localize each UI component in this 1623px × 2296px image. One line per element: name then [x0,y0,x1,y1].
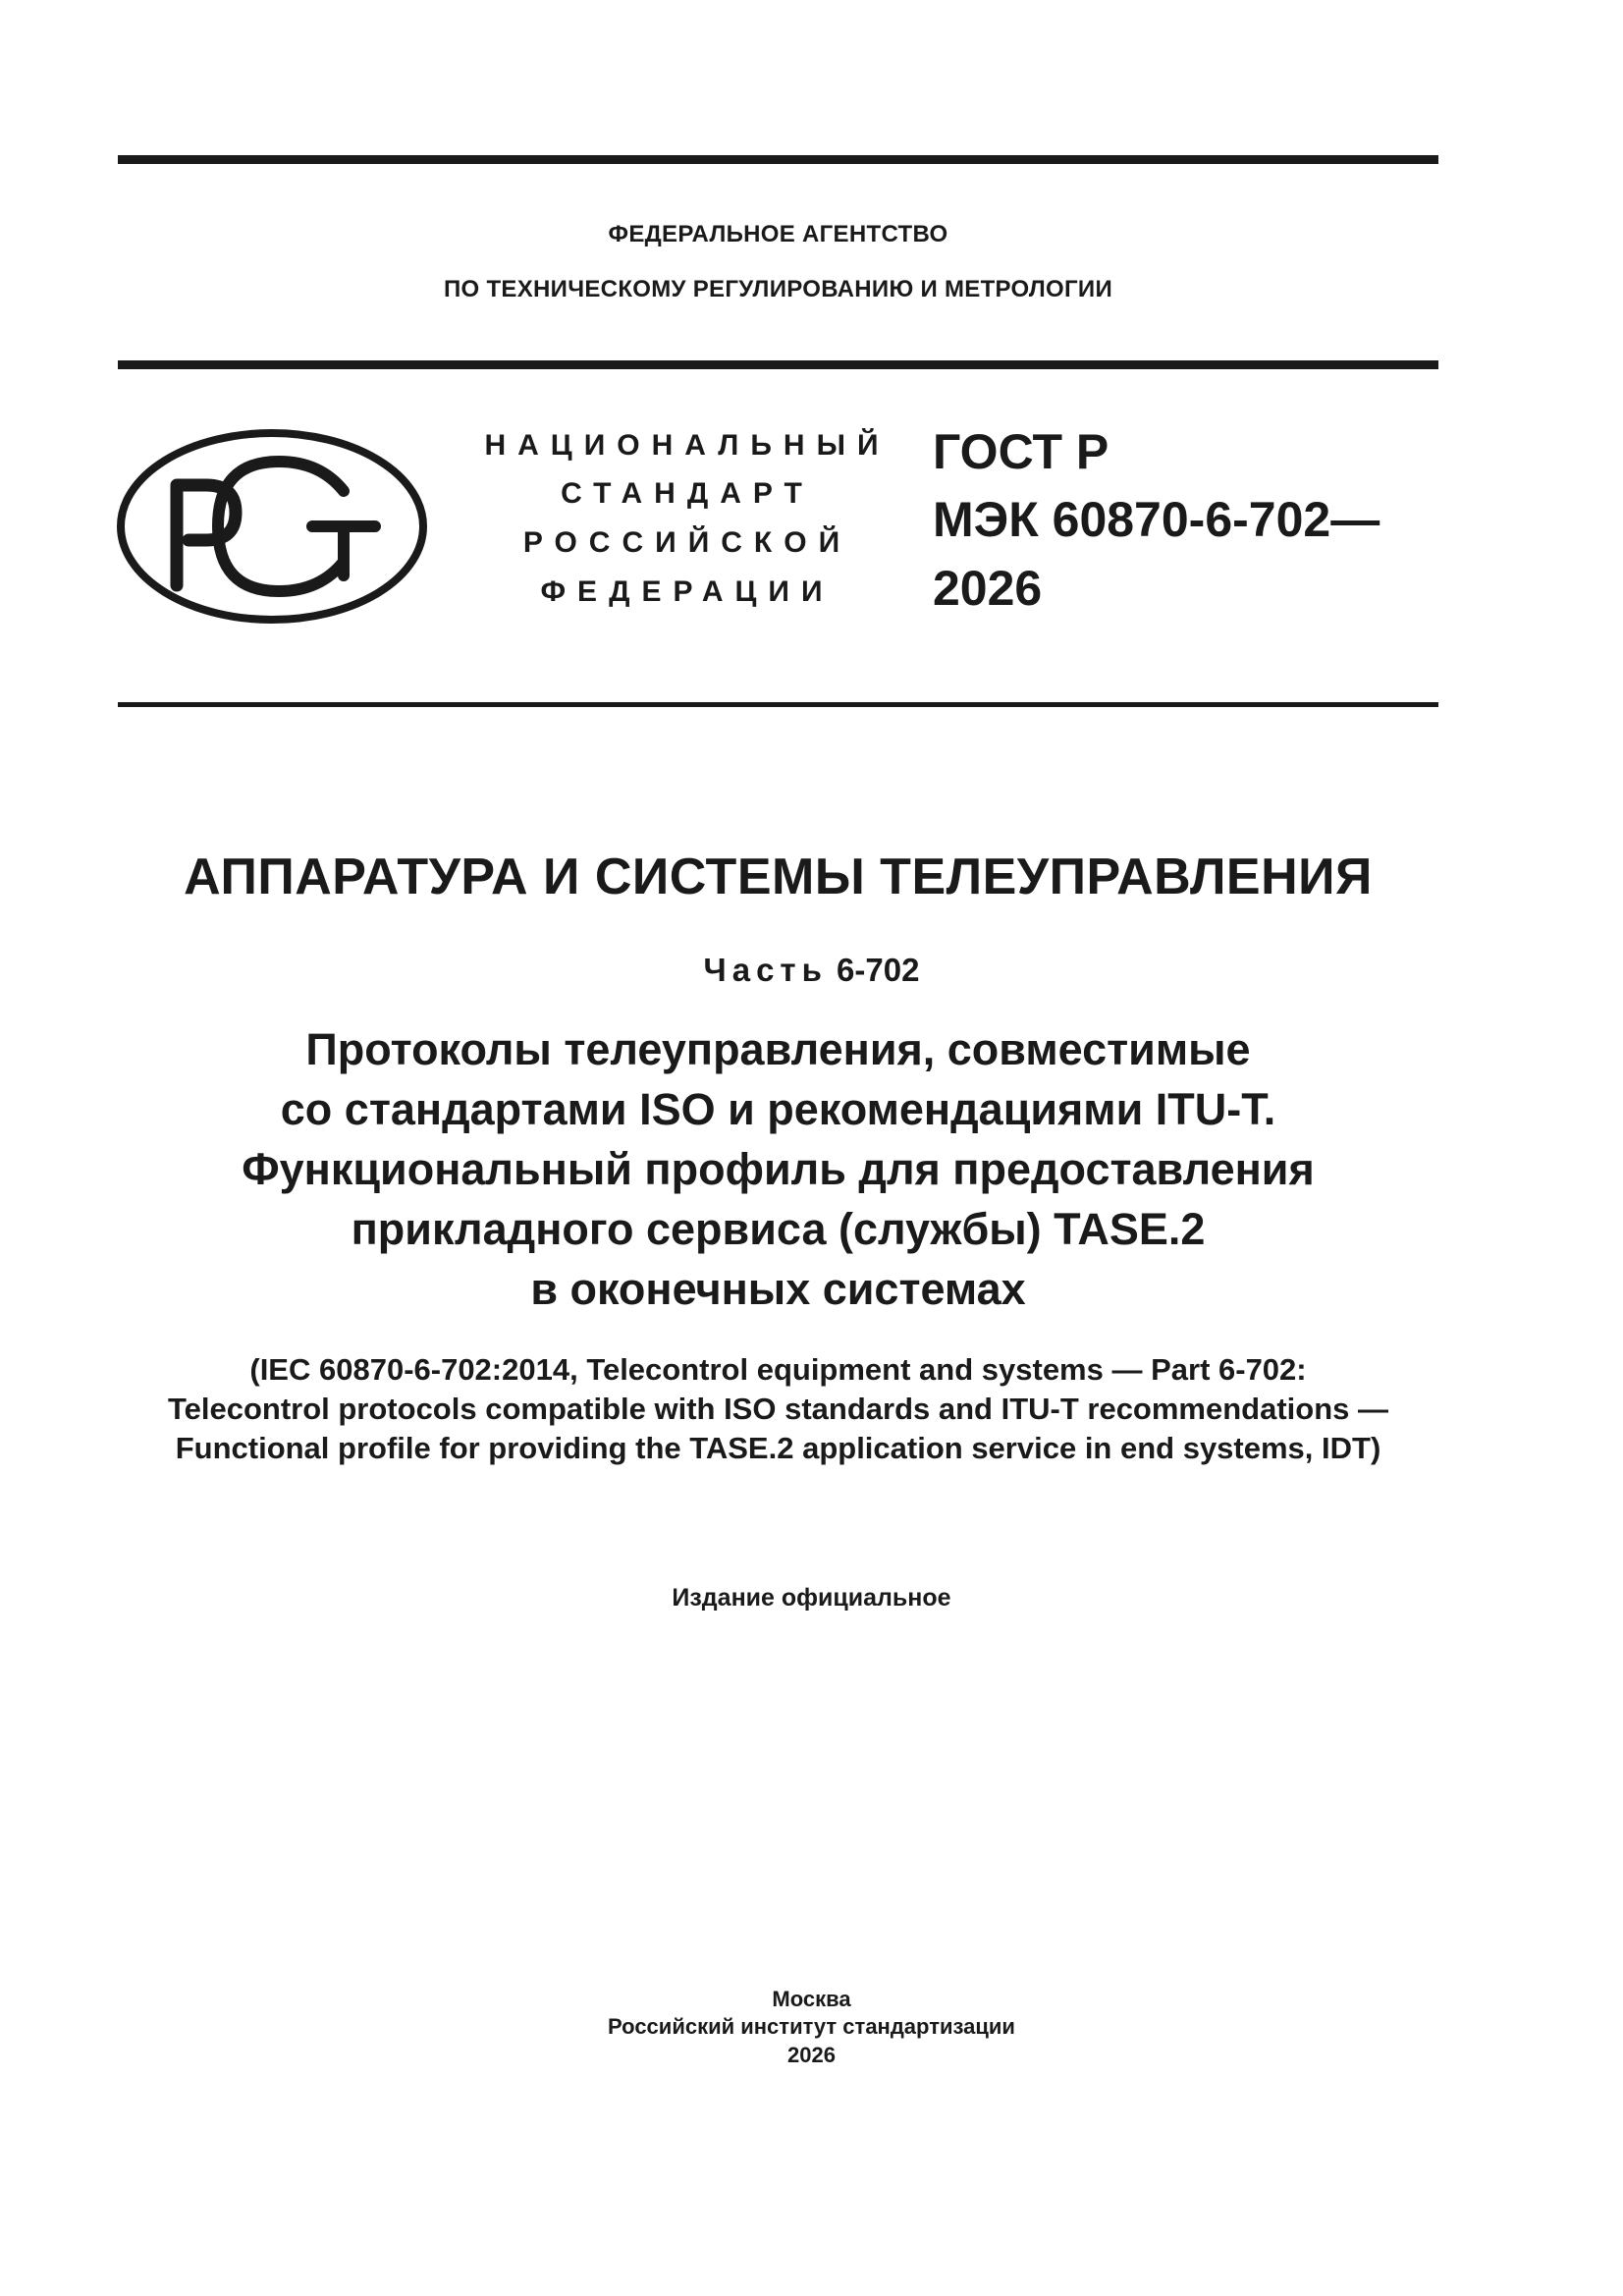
standard-designation-line1: ГОСТ Р [933,424,1109,479]
document-title: АППАРАТУРА И СИСТЕМЫ ТЕЛЕУПРАВЛЕНИЯ [184,848,1373,905]
international-reference-line2: Telecontrol protocols compatible with ISO standards and ITU-T recommendations — [167,1392,1389,1426]
subtitle-line2: со стандартами ISO и рекомендациями ITU-T. [280,1084,1276,1134]
subtitle-line5: в оконечных системах [530,1264,1026,1314]
national-standard-line4: ФЕДЕРАЦИИ [540,575,835,608]
subtitle-line3: Функциональный профиль для предоставления [242,1144,1315,1194]
rst-logo-icon [116,428,428,625]
top-divider [118,155,1438,164]
international-reference-line1: (IEC 60870-6-702:2014, Telecontrol equipment and systems — Part 6-702: [249,1352,1307,1387]
imprint-publisher: Российский институт стандартизации [608,2014,1015,2039]
agency-name-line1: ФЕДЕРАЛЬНОЕ АГЕНТСТВО [608,221,948,247]
edition-label: Издание официальное [672,1584,951,1612]
national-standard-line3: РОССИЙСКОЙ [522,526,852,559]
imprint-year: 2026 [787,2043,836,2067]
title-divider [118,702,1438,707]
subtitle-line4: прикладного сервиса (службы) TASE.2 [351,1204,1206,1254]
subtitle-line1: Протоколы телеуправления, совместимые [305,1024,1251,1074]
international-reference-line3: Functional profile for providing the TASE.2 application service in end systems, IDT) [175,1431,1381,1465]
national-standard-line2: СТАНДАРТ [561,477,814,510]
part-label: Часть [703,952,828,988]
agency-name-line2: ПО ТЕХНИЧЕСКОМУ РЕГУЛИРОВАНИЮ И МЕТРОЛОГИИ [443,276,1113,302]
part-number: 6-702 [837,952,920,988]
national-standard-line1: НАЦИОНАЛЬНЫЙ [484,429,891,462]
standard-designation-year: 2026 [933,561,1043,616]
imprint-city: Москва [772,1987,851,2011]
part-heading [0,952,1623,989]
standard-designation-line2: МЭК 60870-6-702— [933,492,1380,547]
header-divider [118,360,1438,369]
